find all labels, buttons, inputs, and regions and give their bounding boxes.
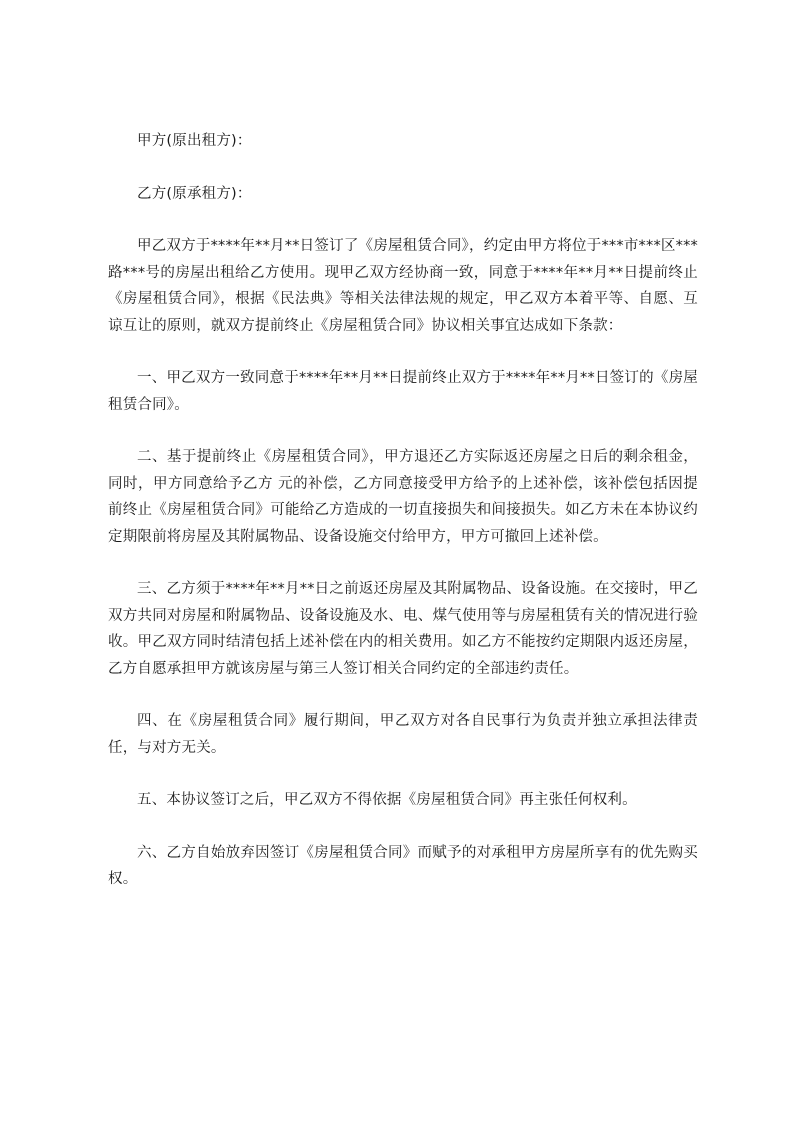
spacer xyxy=(108,682,698,708)
clause-1: 一、甲乙双方一致同意于****年**月**日提前终止双方于****年**月**日签订的《房屋租赁合同》。 xyxy=(108,370,698,413)
spacer xyxy=(108,339,698,365)
clause-3: 三、乙方须于****年**月**日之前返还房屋及其附属物品、设备设施。在交接时，甲乙双方共同对房屋和附属物品、设备设施及水、电、煤气使用等与房屋租赁有关的情况进行验收。甲乙双方同时结清包括上述补偿在内的相关费用。如乙方不能按约定期限内返还房屋，乙方自愿承担甲方就该房屋与第三人签订相关合同约定的全部违约责任。 xyxy=(108,581,698,677)
document-body xyxy=(108,128,698,893)
spacer xyxy=(108,814,698,840)
spacer xyxy=(108,418,698,444)
intro-paragraph: 甲乙双方于****年**月**日签订了《房屋租赁合同》，约定由甲方将位于***市***区***路***号的房屋出租给乙方使用。现甲乙双方经协商一致，同意于****年**月**日提前终止《房屋租赁合同》，根据《民法典》等相关法律法规的规定，甲乙双方本着平等、自愿、互谅互让的原则，就双方提前终止《房屋租赁合同》协议相关事宜达成如下条款： xyxy=(108,238,698,334)
clause-6: 六、乙方自始放弃因签订《房屋租赁合同》而赋予的对承租甲方房屋所享有的优先购买权。 xyxy=(108,844,698,887)
clause-4: 四、在《房屋租赁合同》履行期间，甲乙双方对各自民事行为负责并独立承担法律责任，与对方无关。 xyxy=(108,713,698,756)
spacer xyxy=(108,207,698,233)
spacer xyxy=(108,761,698,787)
party-a-line: 甲方(原出租方)： xyxy=(137,133,252,149)
spacer xyxy=(108,155,698,181)
party-b-line: 乙方(原承租方)： xyxy=(137,185,252,202)
clause-2: 二、基于提前终止《房屋租赁合同》，甲方退还乙方实际返还房屋之日后的剩余租金，同时，甲方同意给予乙方 元的补偿，乙方同意接受甲方给予的上述补偿，该补偿包括因提前终止《房屋租赁合同》可能给乙方造成的一切直接损失和间接损失。如乙方未在本协议约定期限前将房屋及其附属物品、设备设施交付给甲方，甲方可撤回上述补偿。 xyxy=(108,449,698,545)
clause-5: 五、本协议签订之后，甲乙双方不得依据《房屋租赁合同》再主张任何权利。 xyxy=(137,792,637,808)
spacer xyxy=(108,550,698,576)
